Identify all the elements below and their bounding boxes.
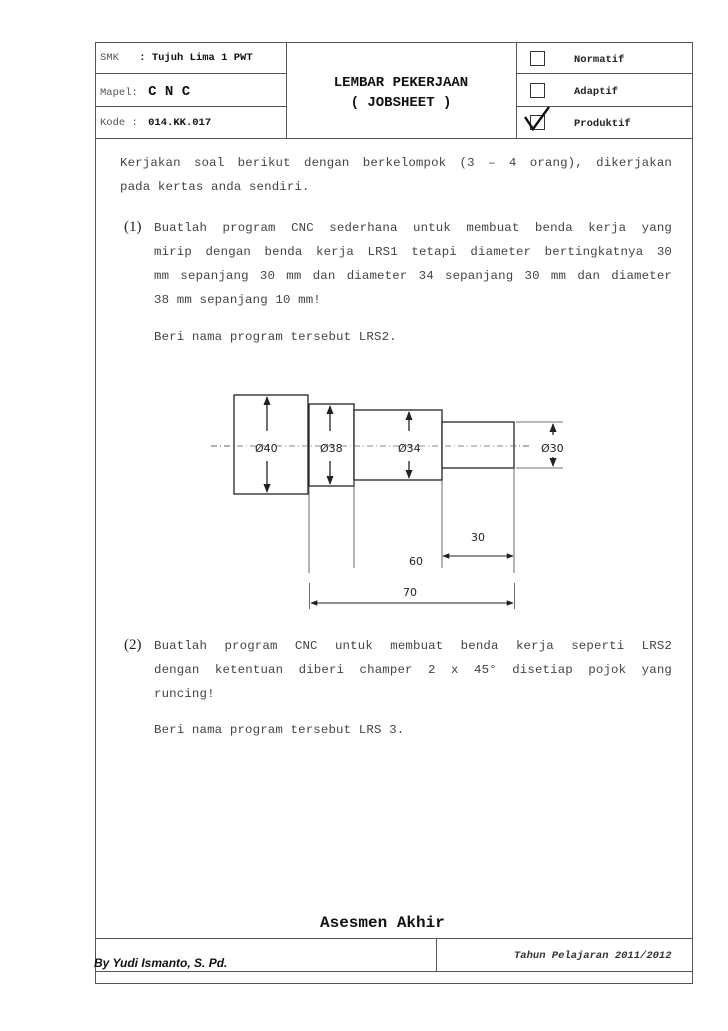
asesmen-title: Asesmen Akhir (320, 914, 445, 932)
jobsheet-page (95, 42, 693, 984)
kode-field (100, 117, 211, 129)
question-line: 38 mm sepanjang 10 mm! (154, 293, 321, 307)
question-line: mirip dengan benda kerja LRS1 tetapi diameter bertingkatnya 30 (154, 245, 672, 259)
dim-label-30: 30 (471, 531, 485, 544)
dim-label-60: 60 (409, 555, 423, 568)
page-subtitle: ( JOBSHEET ) (350, 95, 452, 111)
dim-label-d34: Ø34 (398, 442, 421, 455)
question-line: Buatlah program CNC untuk membuat benda kerja seperti LRS2 (154, 639, 672, 653)
dim-label-d38: Ø38 (320, 442, 343, 455)
mapel-field (100, 84, 190, 100)
question-note: Beri nama program tersebut LRS2. (154, 330, 397, 344)
smk-label: SMK (100, 52, 119, 64)
mapel-value: C N C (148, 84, 191, 100)
intro-line: pada kertas anda sendiri. (120, 180, 310, 194)
step-d30 (442, 422, 514, 468)
school-year: Tahun Pelajaran 2011/2012 (514, 950, 672, 962)
header-divider (96, 73, 286, 74)
mapel-label: Mapel: (100, 87, 138, 99)
question-number: (1) (124, 219, 142, 235)
footer-top-line (96, 938, 693, 939)
header-divider (96, 106, 286, 107)
produktif-label: Produktif (574, 118, 631, 130)
question-line: dengan ketentuan diberi champer 2 x 45° disetiap pojok yang (154, 663, 672, 677)
normatif-checkbox[interactable] (530, 51, 545, 66)
normatif-label: Normatif (574, 54, 625, 66)
kode-label: Kode : (100, 117, 138, 129)
footer-divider (436, 938, 437, 971)
author-name: By Yudi Ismanto, S. Pd. (94, 956, 228, 970)
footer-bottom-line (96, 971, 693, 972)
dim-label-70: 70 (403, 586, 417, 599)
dim-label-d40: Ø40 (255, 442, 278, 455)
question-number: (2) (124, 637, 142, 653)
header-divider (516, 43, 517, 138)
question-line: Buatlah program CNC sederhana untuk membuat benda kerja yang (154, 221, 672, 235)
page-title: LEMBAR PEKERJAAN (333, 75, 469, 91)
intro-line: Kerjakan soal berikut dengan berkelompok (3 – 4 orang), dikerjakan (120, 156, 672, 170)
smk-field (100, 52, 253, 64)
adaptif-label: Adaptif (574, 86, 619, 98)
overall-length-dimension (309, 583, 521, 609)
dim-label-d30: Ø30 (541, 442, 564, 455)
header-divider (516, 73, 693, 74)
smk-value: : Tujuh Lima 1 PWT (139, 52, 253, 64)
header-bottom-line (96, 138, 693, 139)
workpiece-drawing (191, 383, 571, 573)
question-note: Beri nama program tersebut LRS 3. (154, 723, 405, 737)
adaptif-checkbox[interactable] (530, 83, 545, 98)
question-line: runcing! (154, 687, 215, 701)
kode-value: 014.KK.017 (148, 117, 212, 129)
question-line: mm sepanjang 30 mm dan diameter 34 sepanjang 30 mm dan diameter (154, 269, 672, 283)
checkmark-icon (522, 105, 552, 133)
